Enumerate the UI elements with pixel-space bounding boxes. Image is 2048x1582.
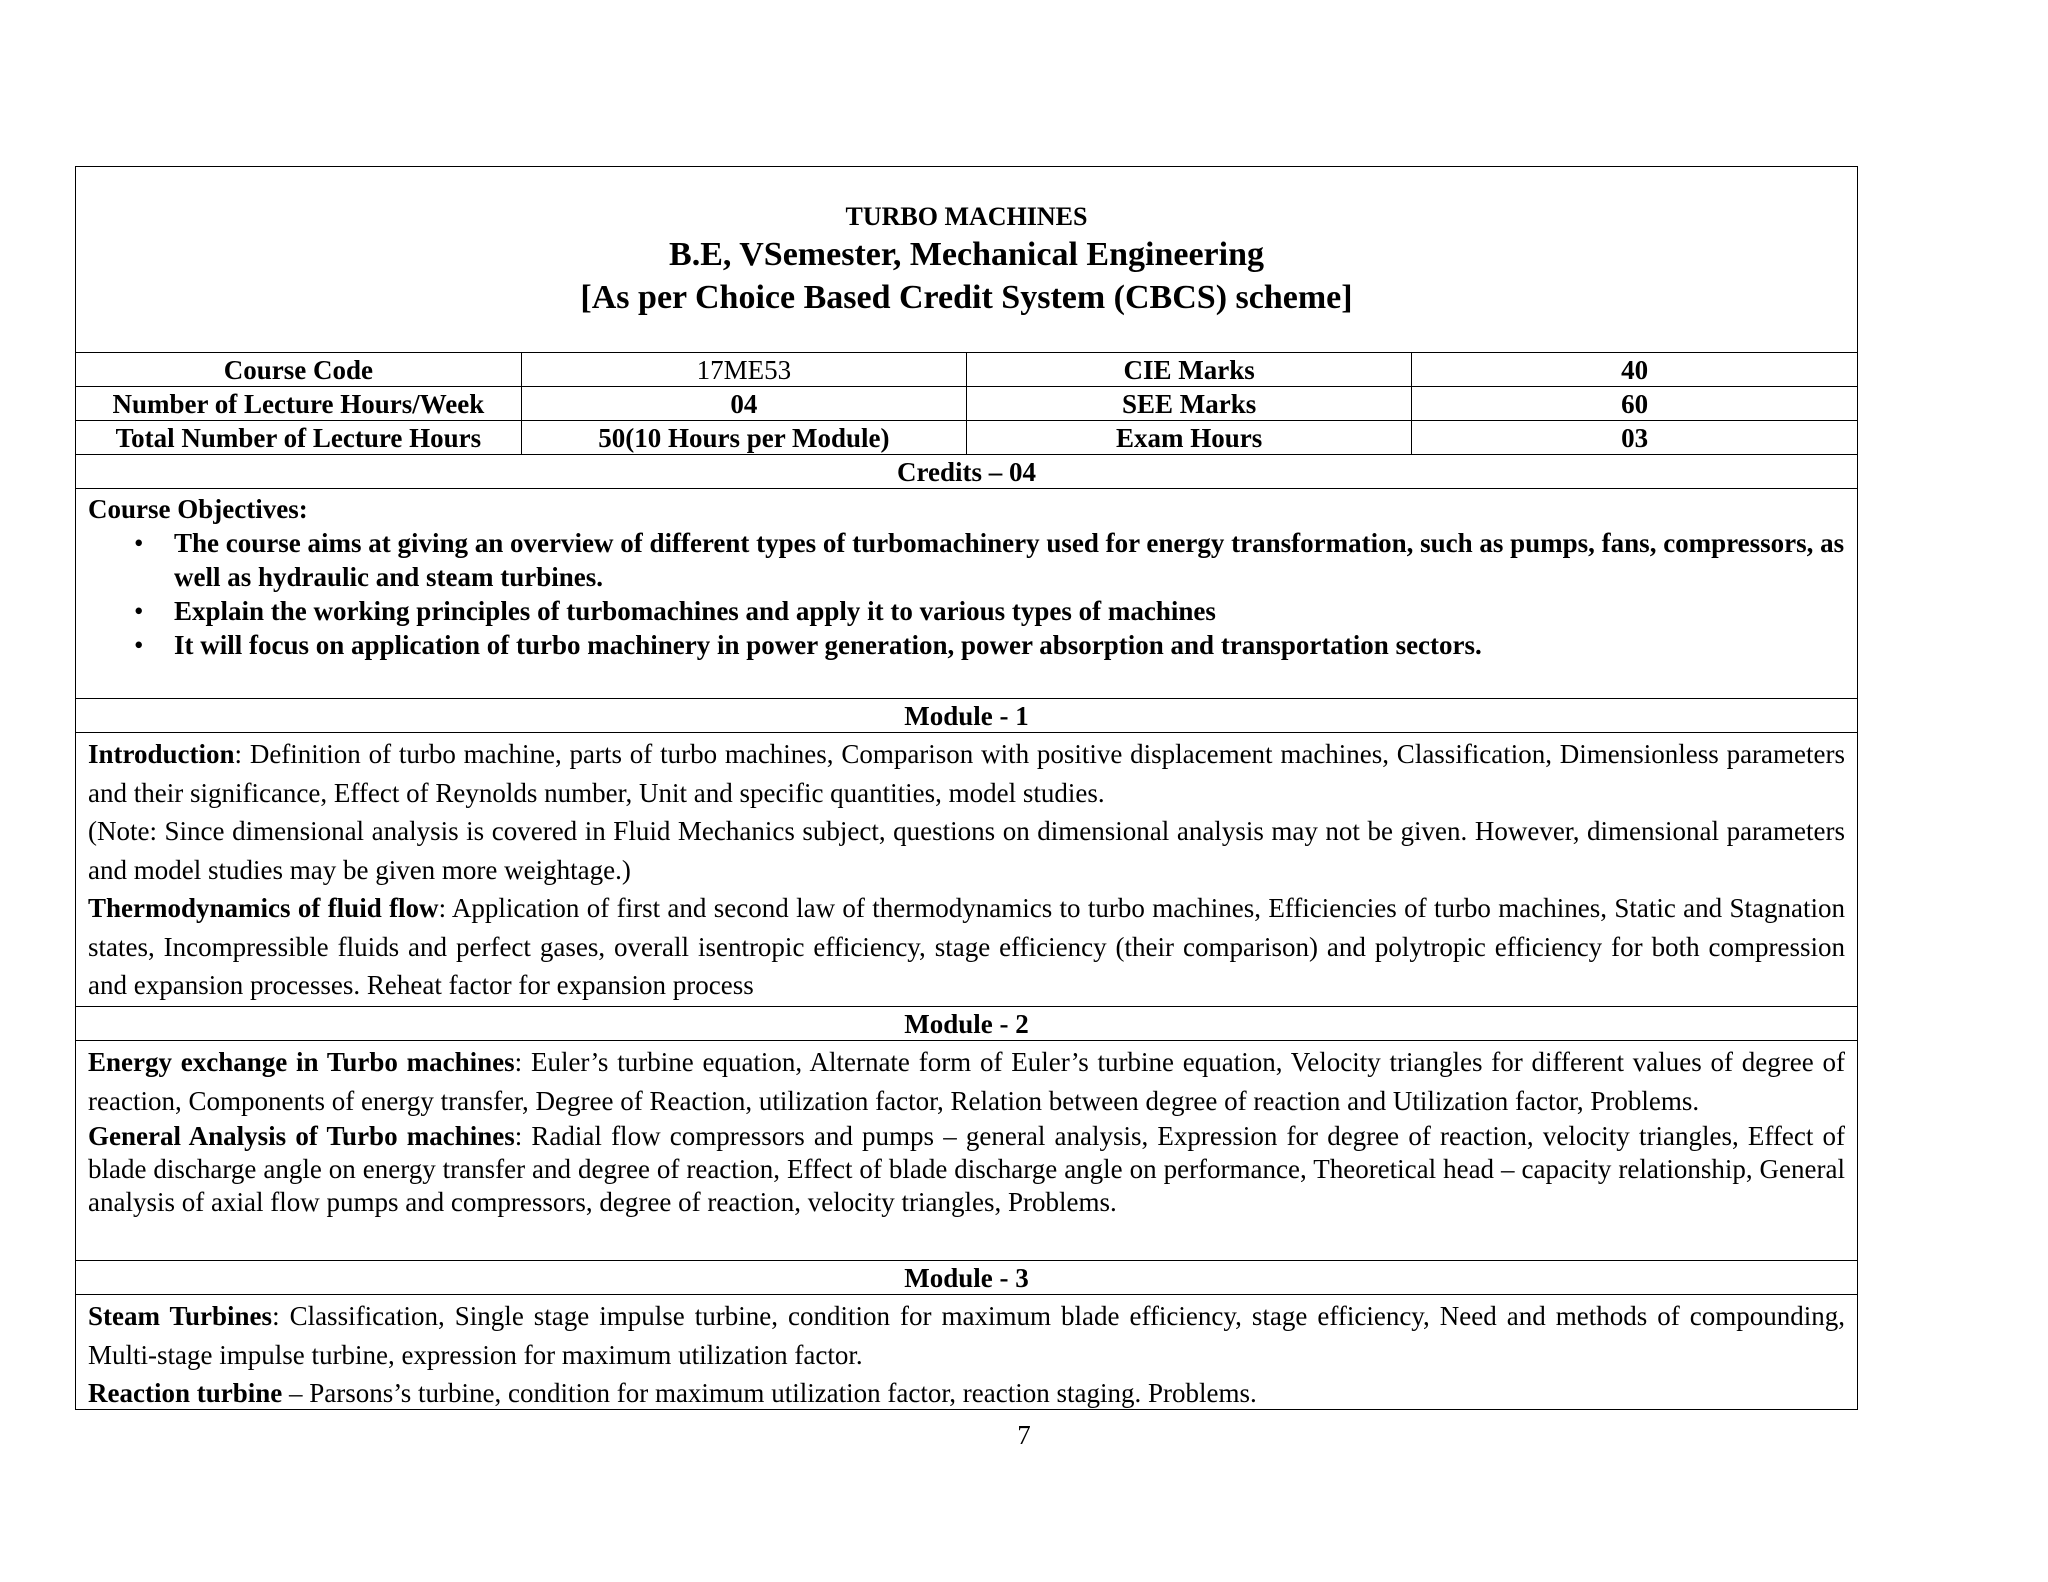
introduction-lead: Introduction	[88, 739, 235, 769]
module-1-thermodynamics	[88, 889, 1845, 1005]
exam-hours-value: 03	[1412, 421, 1857, 455]
page-number: 7	[1017, 1420, 1031, 1450]
list-item: • Explain the working principles of turbomachines and apply it to various types of machines	[174, 594, 1845, 628]
see-marks-label: SEE Marks	[967, 387, 1412, 421]
module-1-introduction	[88, 735, 1845, 812]
scheme-title: [As per Choice Based Credit System (CBCS) scheme]	[580, 279, 1353, 316]
module-2-energy-exchange	[88, 1043, 1845, 1120]
module-3-title: Module - 3	[76, 1261, 1857, 1295]
energy-exchange-lead: Energy exchange in Turbo machines	[88, 1047, 515, 1077]
course-objectives	[76, 489, 1857, 699]
module-1-note: (Note: Since dimensional analysis is covered in Fluid Mechanics subject, questions on dimensional analysis may not be given. However, dimensional parameters and model studies may be given more weightage.)	[88, 816, 1845, 885]
course-header	[76, 167, 1857, 353]
exam-hours-label: Exam Hours	[967, 421, 1412, 455]
course-code-value: 17ME53	[521, 353, 966, 387]
module-3-body	[76, 1295, 1857, 1409]
energy-exchange-text: : Euler’s turbine equation, Alternate form of Euler’s turbine equation, Velocity triangles for different values of degree of reaction, Components of energy transfer, Degree of Reaction, utilization factor, Relation between degree of reaction and Utilization factor, Problems.	[88, 1047, 1845, 1116]
table-row	[76, 387, 1857, 421]
objectives-heading: Course Objectives:	[88, 494, 308, 524]
thermodynamics-text: : Application of first and second law of thermodynamics to turbo machines, Efficiencies of turbo machines, Static and Stagnation states, Incompressible fluids and perfect gases, overall isentropic efficiency, stage efficiency (their comparison) and polytropic efficiency for both compression and expansion processes. Reheat factor for expansion process	[88, 893, 1845, 1000]
course-title: TURBO MACHINES	[845, 202, 1088, 231]
credits: Credits – 04	[76, 455, 1857, 489]
program-title: B.E, VSemester, Mechanical Engineering	[669, 236, 1264, 273]
reaction-turbine-lead: Reaction turbine	[88, 1378, 283, 1408]
thermodynamics-lead: Thermodynamics of fluid flow	[88, 893, 439, 923]
list-item: • The course aims at giving an overview of different types of turbomachinery used for energy transformation, such as pumps, fans, compressors, as well as hydraulic and steam turbines.	[174, 526, 1845, 594]
objectives-list	[88, 526, 1845, 662]
module-2-general-analysis	[88, 1120, 1845, 1219]
see-marks-value: 60	[1412, 387, 1857, 421]
module-1-title: Module - 1	[76, 699, 1857, 733]
module-2-body	[76, 1041, 1857, 1261]
table-row	[76, 455, 1857, 489]
lecture-hours-week-value: 04	[521, 387, 966, 421]
total-lecture-hours-label: Total Number of Lecture Hours	[76, 421, 521, 455]
module-1-body	[76, 733, 1857, 1007]
cie-marks-value: 40	[1412, 353, 1857, 387]
reaction-turbine-text: – Parsons’s turbine, condition for maximum utilization factor, reaction staging. Problems.	[282, 1378, 1257, 1408]
total-lecture-hours-value: 50(10 Hours per Module)	[521, 421, 966, 455]
table-row	[76, 421, 1857, 455]
lecture-hours-week-label: Number of Lecture Hours/Week	[76, 387, 521, 421]
cie-marks-label: CIE Marks	[967, 353, 1412, 387]
module-2-title: Module - 2	[76, 1007, 1857, 1041]
module-3-reaction-turbine	[88, 1374, 1845, 1413]
module-3-steam-turbines	[88, 1297, 1845, 1374]
general-analysis-lead: General Analysis of Turbo machines	[88, 1121, 515, 1151]
steam-turbines-lead: Steam Turbines	[88, 1301, 273, 1331]
course-info-table	[76, 353, 1857, 489]
steam-turbines-text: : Classification, Single stage impulse turbine, condition for maximum blade efficiency, stage efficiency, Need and methods of compounding, Multi-stage impulse turbine, expression for maximum utilization factor.	[88, 1301, 1845, 1370]
course-code-label: Course Code	[76, 353, 521, 387]
table-row	[76, 353, 1857, 387]
introduction-text: : Definition of turbo machine, parts of turbo machines, Comparison with positive displacement machines, Classification, Dimensionless parameters and their significance, Effect of Reynolds number, Unit and specific quantities, model studies.	[88, 739, 1845, 808]
list-item: • It will focus on application of turbo machinery in power generation, power absorption and transportation sectors.	[174, 628, 1845, 662]
general-analysis-text: : Radial flow compressors and pumps – general analysis, Expression for degree of reaction, velocity triangles, Effect of blade discharge angle on energy transfer and degree of reaction, Effect of blade discharge angle on performance, Theoretical head – capacity relationship, General analysis of axial flow pumps and compressors, degree of reaction, velocity triangles, Problems.	[88, 1121, 1845, 1217]
syllabus-sheet	[75, 166, 1858, 1410]
